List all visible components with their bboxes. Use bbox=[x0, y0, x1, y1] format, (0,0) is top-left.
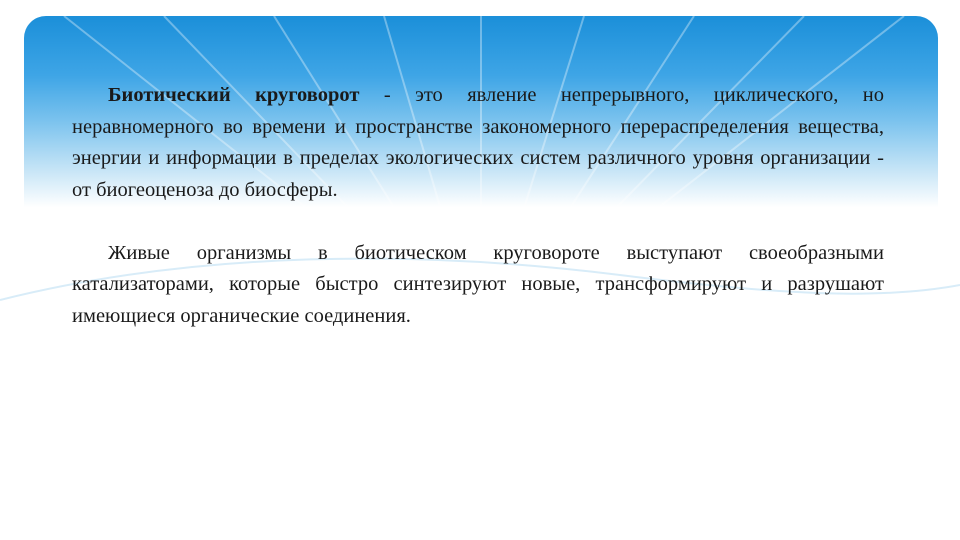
definition-term: Биотический круговорот bbox=[108, 84, 360, 106]
definition-text: - это явление непрерывного, циклического, но неравномерного во времени и пространстве закономерного перераспределения вещества, энергии и информации в пределах экологических систем различного уровня организации - от биогеоценоза до биосферы. bbox=[72, 84, 884, 201]
definition-paragraph bbox=[72, 80, 884, 206]
organisms-paragraph: Живые организмы в биотическом круговороте выступают своеобразными катализаторами, которые быстро синтезируют новые, трансформируют и разрушают имеющиеся органические соединения. bbox=[72, 241, 884, 327]
slide-text-block bbox=[72, 80, 884, 332]
